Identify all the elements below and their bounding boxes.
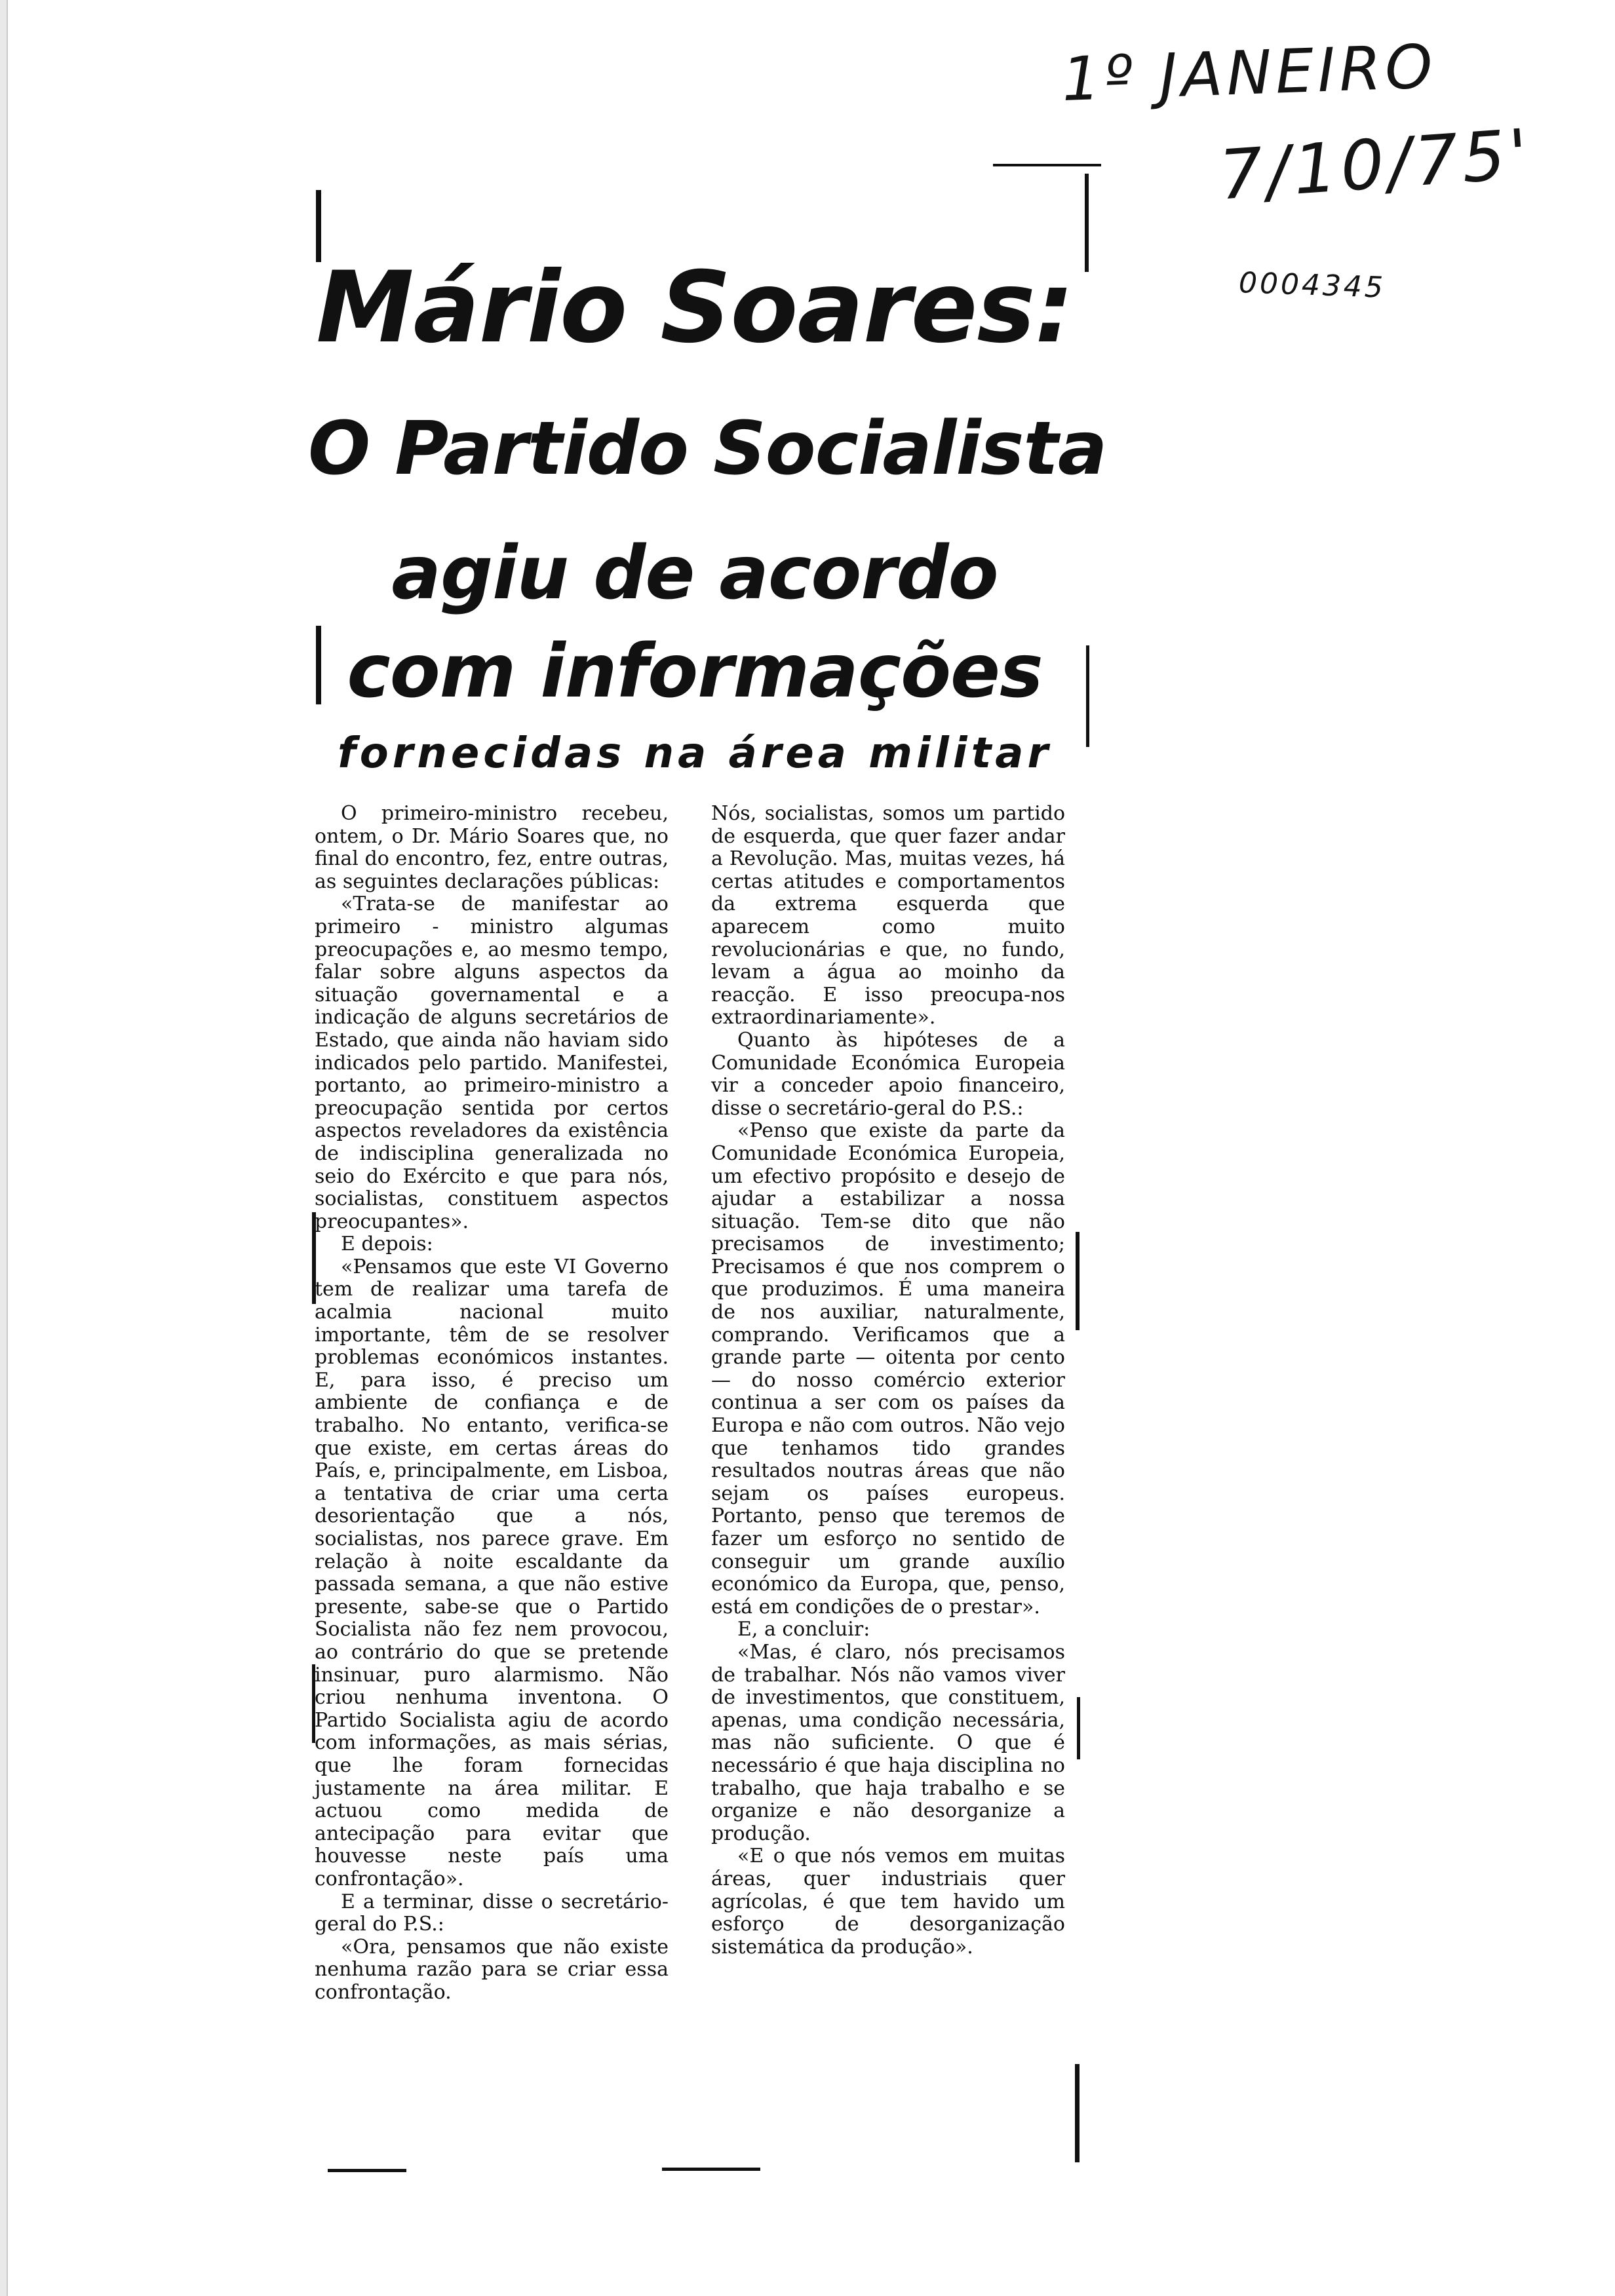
headline-line-2: agiu de acordo xyxy=(391,531,998,616)
clipping-rule-right-top xyxy=(1085,174,1089,272)
article-paragraph: «Mas, é claro, nós precisamos de trabalhar. Nós não vamos viver de investimentos, que constituem, apenas, uma condição necessária, mas não suficiente. O que é necessário é que haja disciplina no trabalho, que haja trabalho e se organize e não desorganize a produção. xyxy=(711,1640,1065,1845)
clipping-rule-right-mid xyxy=(1086,645,1089,747)
article-paragraph: «Trata-se de manifestar ao primeiro - ministro algumas preocupações e, ao mesmo tempo, falar sobre alguns aspectos da situação governamental e a indicação de alguns secretários de Estado, que ainda não haviam sido indicados pelo partido. Manifestei, portanto, ao primeiro-ministro a preocupação sentida por certos aspectos reveladores da existência de indisciplina generalizada no seio do Exército e que para nós, socialistas, constituem aspectos preocupantes». xyxy=(315,892,669,1233)
headline-line-3: com informações xyxy=(347,629,1043,714)
article-column-left xyxy=(315,803,669,2004)
article-paragraph: E a terminar, disse o secretário-geral do P.S.: xyxy=(315,1890,669,1936)
article-paragraph: Nós, socialistas, somos um partido de esquerda, que quer fazer andar a Revolução. Mas, muitas vezes, há certas atitudes e comportamentos da extrema esquerda que aparecem como muito revolucionárias e que, no fundo, levam a água ao moinho da reacção. E isso preocupa-nos extraordinariamente». xyxy=(711,802,1065,1029)
clipping-rule-right-body-2 xyxy=(1077,1697,1080,1759)
headline-subtitle: fornecidas na área militar xyxy=(337,729,1053,778)
clipping-rule-top xyxy=(993,164,1101,166)
headline-line-1: O Partido Socialista xyxy=(308,406,1107,491)
handwritten-archive-number: 0004345 xyxy=(1238,266,1386,305)
article-paragraph: E, a concluir: xyxy=(737,1618,870,1641)
handwritten-source: 1º JANEIRO xyxy=(1060,31,1438,115)
article-column-right xyxy=(711,803,1065,1959)
article-paragraph: Quanto às hipóteses de a Comunidade Económica Europeia vir a conceder apoio financeiro, disse o secretário-geral do P.S.: xyxy=(711,1028,1065,1120)
article-paragraph: «Pensamos que este VI Governo tem de realizar uma tarefa de acalmia nacional muito importante, têm de se resolver problemas económicos instantes. E, para isso, é preciso um ambiente de confiança e de trabalho. No entanto, verifica-se que existe, em certas áreas do País, e, principalmente, em Lisboa, a tentativa de criar uma certa desorientação que a nós, socialistas, nos parece grave. Em relação à noite escaldante da passada semana, a que não estive presente, sabe-se que o Partido Socialista não fez nem provocou, ao contrário do que se pretende insinuar, puro alarmismo. Não criou nenhuma inventona. O Partido Socialista agiu de acordo com informações, as mais sérias, que lhe foram fornecidas justamente na área militar. E actuou como medida de antecipação para evitar que houvesse neste país uma confrontação». xyxy=(315,1255,669,1890)
headline-title: Mário Soares: xyxy=(316,251,1074,365)
article-paragraph: E depois: xyxy=(341,1233,433,1256)
article-paragraph: «Penso que existe da parte da Comunidade Económica Europeia, um efectivo propósito e desejo de ajudar a estabilizar a nossa situação. Tem-se dito que não precisamos de investimento; Precisamos é que nos comprem o que produzimos. É uma maneira de nos auxiliar, naturalmente, comprando. Verificamos que a grande parte — oitenta por cento — do nosso comércio exterior continua a ser com os países da Europa e não com outros. Não vejo que tenhamos tido grandes resultados noutras áreas que não sejam os países europeus. Portanto, penso que teremos de fazer um esforço no sentido de conseguir um grande auxílio económico da Europa, que, penso, está em condições de o prestar». xyxy=(711,1119,1065,1618)
clipping-rule-bottom-right xyxy=(662,2168,760,2171)
handwritten-date: 7/10/75' xyxy=(1216,113,1535,216)
clipping-rule-bottom-left xyxy=(328,2169,406,2172)
article-paragraph: «Ora, pensamos que não existe nenhuma razão para se criar essa confrontação. xyxy=(315,1935,669,2004)
article-paragraph: O primeiro-ministro recebeu, ontem, o Dr. Mário Soares que, no final do encontro, fez, entre outras, as seguintes declarações públicas: xyxy=(315,802,669,893)
clipping-rule-right-bottom xyxy=(1075,2064,1080,2162)
clipping-rule-right-body-1 xyxy=(1076,1232,1080,1330)
article-paragraph: «E o que nós vemos em muitas áreas, quer industriais quer agrícolas, é que tem havido um esforço de desorganização sistemática da produção». xyxy=(711,1845,1065,1959)
scan-page-edge xyxy=(0,0,8,2296)
